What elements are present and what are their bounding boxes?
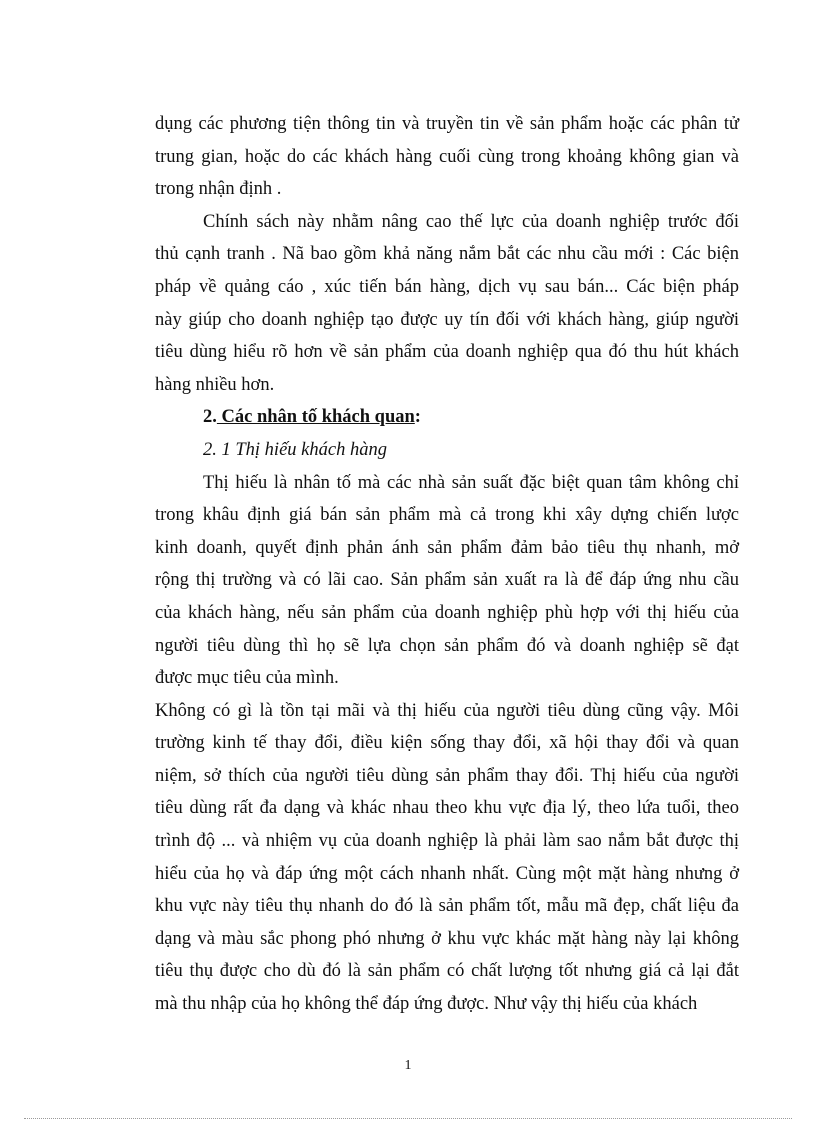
subsection-heading: 2. 1 Thị hiếu khách hàng bbox=[203, 439, 387, 460]
section-heading-number: 2. bbox=[203, 407, 217, 428]
page-bottom-divider bbox=[24, 1118, 792, 1119]
text-line: trong khâu định giá bán sản phẩm mà cả trong khi xây dựng chiến lược bbox=[155, 505, 739, 526]
text-line: dụng các phương tiện thông tin và truyền tin về sản phẩm hoặc các phân tử bbox=[155, 114, 739, 134]
text-line: thủ cạnh tranh . Nã bao gồm khả năng nắm bắt các nhu cầu mới : Các biện bbox=[155, 244, 739, 265]
text-line: tiêu dùng rất đa dạng và khác nhau theo khu vực địa lý, theo lứa tuổi, theo bbox=[155, 798, 739, 819]
text-line: Chính sách này nhằm nâng cao thế lực của doanh nghiệp trước đối bbox=[203, 211, 739, 232]
text-line: hàng nhiều hơn. bbox=[155, 374, 275, 395]
text-line: dạng và màu sắc phong phó nhưng ở khu vực khác mặt hàng này lại không bbox=[155, 928, 739, 949]
text-line: kinh doanh, quyết định phản ánh sản phẩm đảm bảo tiêu thụ nhanh, mở bbox=[155, 537, 739, 558]
text-line: trong nhận định . bbox=[155, 179, 282, 200]
text-line: pháp về quảng cáo , xúc tiến bán hàng, dịch vụ sau bán... Các biện pháp bbox=[155, 276, 739, 297]
text-line: của khách hàng, nếu sản phẩm của doanh nghiệp phù hợp với thị hiếu của bbox=[155, 602, 739, 623]
text-line: người tiêu dùng thì họ sẽ lựa chọn sản phẩm đó và doanh nghiệp sẽ đạt bbox=[155, 635, 739, 656]
text-line: trường kinh tế thay đổi, điều kiện sống thay đổi, xã hội thay đổi và quan bbox=[155, 733, 739, 754]
text-line: Không có gì là tồn tại mãi và thị hiếu của người tiêu dùng cũng vậy. Môi bbox=[155, 700, 739, 721]
document-body bbox=[155, 108, 739, 1021]
text-line: tiêu dùng hiểu rõ hơn về sản phẩm của doanh nghiệp qua đó thu hút khách bbox=[155, 342, 739, 363]
text-line: khu vực này tiêu thụ nhanh do đó là sản phẩm tốt, mẫu mã đẹp, chất liệu đa bbox=[155, 896, 739, 917]
section-heading-text: Các nhân tố khách quan bbox=[216, 407, 415, 428]
text-line: trung gian, hoặc do các khách hàng cuối cùng trong khoảng không gian và bbox=[155, 146, 739, 167]
text-line: niệm, sở thích của người tiêu dùng sản phẩm thay đổi. Thị hiếu của người bbox=[155, 765, 739, 786]
text-line: được mục tiêu của mình. bbox=[155, 668, 339, 689]
text-line: tiêu thụ được cho dù đó là sản phẩm có chất lượng tốt nhưng giá cả lại đắt bbox=[155, 961, 739, 982]
text-line: Thị hiếu là nhân tố mà các nhà sản suất đặc biệt quan tâm không chỉ bbox=[203, 472, 739, 493]
text-line: mà thu nhập của họ không thể đáp ứng được. Như vậy thị hiếu của khách bbox=[155, 994, 698, 1015]
section-heading bbox=[155, 401, 739, 434]
page-number: 1 bbox=[404, 1058, 412, 1073]
text-line: hiểu của họ và đáp ứng một cách nhanh nhất. Cùng một mặt hàng nhưng ở bbox=[155, 863, 739, 884]
section-heading-colon: : bbox=[414, 407, 421, 428]
text-line: trình độ ... và nhiệm vụ của doanh nghiệp là phải làm sao nắm bắt được thị bbox=[155, 831, 739, 852]
text-line: này giúp cho doanh nghiệp tạo được uy tín đối với khách hàng, giúp người bbox=[155, 309, 739, 330]
text-line: rộng thị trường và có lãi cao. Sản phẩm sản xuất ra là để đáp ứng nhu cầu bbox=[155, 570, 739, 591]
